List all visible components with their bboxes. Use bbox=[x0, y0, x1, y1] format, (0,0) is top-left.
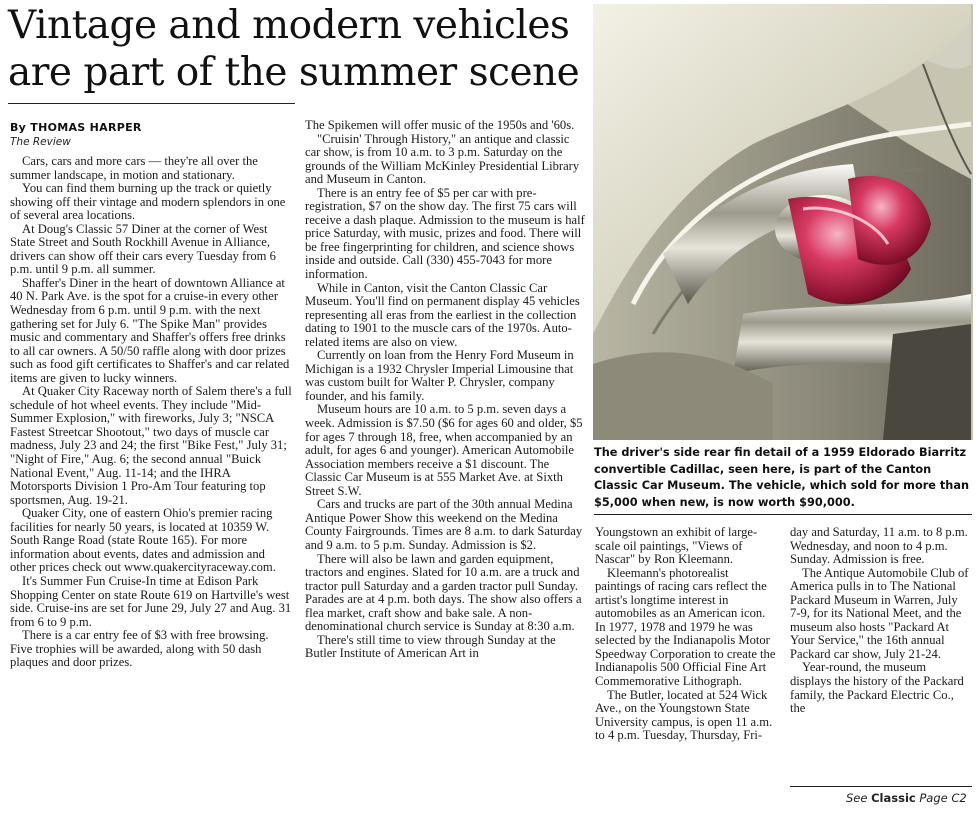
paragraph: Year-round, the museum displays the history of the Packard family, the Packard Electric Co., the bbox=[790, 660, 964, 716]
article-column-2 bbox=[305, 119, 585, 815]
byline-author: By THOMAS HARPER bbox=[10, 121, 142, 134]
paragraph: Currently on loan from the Henry Ford Museum in Michigan is a 1932 Chrysler Imperial Limousine that was custom built for Walter P. Chrysler, company founder, and his family. bbox=[305, 348, 574, 403]
paragraph: day and Saturday, 11 a.m. to 8 p.m. Wednesday, and noon to 4 p.m. Sunday. Admission is free. bbox=[790, 526, 968, 567]
paragraph: You can find them burning up the track or quietly showing off their vintage and modern splendors in one of several area locations. bbox=[10, 181, 286, 223]
cadillac-tail-fin-photo bbox=[593, 4, 973, 440]
continuation-jump bbox=[846, 791, 967, 805]
paragraph: There is a car entry fee of $3 with free browsing. Five trophies will be awarded, along with 50 dash plaques and door prizes. bbox=[10, 628, 269, 670]
paragraph: The Butler, located at 524 Wick Ave., on the Youngstown State University campus, is open 11 a.m. to 4 p.m. Tuesday, Thursday, Fri- bbox=[595, 687, 773, 743]
jump-section: Classic bbox=[871, 791, 916, 805]
paragraph: Cars, cars and more cars — they're all over the summer landscape, in motion and stationary. bbox=[10, 155, 258, 182]
paragraph: At Quaker City Raceway north of Salem there's a full schedule of hot wheel events. They include "Mid-Summer Explosion," with fireworks, July 3; "NSCA Fastest Streetcar Shootout," two days of muscle car madness, July 23 and 24; the first "Bike Fest," July 31; "Night of Fire," Aug. 6; the second annual "Buick National Event," Aug. 11-14; and the IHRA Motorsports Division 1 Pro-Am Tour featuring top sportsmen, Aug. 19-21. bbox=[10, 384, 292, 507]
byline-rule bbox=[8, 103, 295, 104]
photo-caption: The driver's side rear fin detail of a 1959 Eldorado Biarritz convertible Cadillac, seen here, is part of the Canton Classic Car Museum. The vehicle, which sold for more than $5,000 when new, is now worth $90,000. bbox=[594, 446, 969, 509]
headline-line-1: Vintage and modern vehicles bbox=[8, 3, 570, 48]
jump-see: See bbox=[846, 791, 868, 805]
article-column-1 bbox=[10, 155, 293, 815]
paragraph: Kleemann's photorealist paintings of racing cars reflect the artist's longtime interest in automobiles as an American icon. In 1977, 1978 and 1979 he was selected by the Indianapolis Motor Speedway Corporation to create the Indianapolis 500 Official Fine Art Commemorative Lithograph. bbox=[595, 565, 776, 689]
paragraph: It's Summer Fun Cruise-In time at Edison Park Shopping Center on state Route 619 on Hartville's west side. Cruise-ins are set for June 29, July 27 and Aug. 31 from 6 to 9 p.m. bbox=[10, 573, 292, 629]
article-column-3 bbox=[595, 526, 777, 815]
paragraph: "Cruisin' Through History," an antique and classic car show, is from 10 a.m. to 3 p.m. Saturday on the grounds of the William McKinley Presidential Library and Museum in Canton. bbox=[305, 131, 580, 187]
paragraph: There's still time to view through Sunday at the Butler Institute of American Art in bbox=[305, 632, 556, 661]
byline-organization: The Review bbox=[10, 136, 71, 148]
paragraph: Cars and trucks are part of the 30th annual Medina Antique Power Show this weekend on the Medina County Fairgrounds. Times are 8 a.m. to dark Saturday and 9 a.m. to 5 p.m. Sunday. Admission is $2. bbox=[305, 497, 583, 552]
paragraph: The Spikemen will offer music of the 1950s and '60s. bbox=[305, 119, 575, 132]
paragraph: The Antique Automobile Club of America pulls in to The National Packard Museum in Warren, July 7-9, for its National Meet, and the museum also hosts "Packard At Your Service," the 16th annual Packard car show, July 21-24. bbox=[790, 565, 969, 661]
jump-page: Page C2 bbox=[919, 791, 967, 805]
paragraph: While in Canton, visit the Canton Classic Car Museum. You'll find on permanent display 45 vehicles representing all eras from the earliest in the collection dating to 1901 to the muscle cars of the 1970s. Auto-related items are also on view. bbox=[305, 280, 580, 349]
article-column-4 bbox=[790, 526, 970, 788]
paragraph: Quaker City, one of eastern Ohio's premier racing facilities for nearly 50 years, is located at 10359 W. South Range Road (state Route 165). For more information about events, dates and admission and other prices check out www.quakercityraceway.com. bbox=[10, 506, 276, 575]
paragraph: There is an entry fee of $5 per car with pre-registration, $7 on the show day. The first 75 cars will receive a dash plaque. Admission to the museum is half price Saturday, with music, prizes and food. There will be free fingerprinting for children, and science shows inside and outside. Call (330) 455-7043 for more information. bbox=[305, 185, 585, 282]
paragraph: There will also be lawn and garden equipment, tractors and engines. Slated for 10 a.m. are a truck and tractor pull Saturday and a garden tractor pull Sunday. Parades are at 4 p.m. both days. The show also offers a flea market, craft show and bake sale. A non-denominational church service is Sunday at 8:30 a.m. bbox=[305, 551, 582, 634]
caption-rule bbox=[594, 514, 972, 515]
jump-rule bbox=[790, 786, 972, 787]
headline bbox=[8, 2, 588, 96]
headline-line-2: are part of the summer scene bbox=[8, 50, 580, 95]
paragraph: At Doug's Classic 57 Diner at the corner of West State Street and South Rockhill Avenue in Alliance, drivers can show off their cars every Tuesday from 6 p.m. until 9 p.m. all summer. bbox=[10, 221, 276, 277]
paragraph: Shaffer's Diner in the heart of downtown Alliance at 40 N. Park Ave. is the spot for a cruise-in every other Wednesday from 6 p.m. until 9 p.m. with the next gathering set for July 6. "The Spike Man" provides music and commentary and Shaffer's offers free drinks to all car owners. A 50/50 raffle along with door prizes such as food gift certificates to Shaffer's and car related items are given to lucky winners. bbox=[10, 275, 290, 385]
paragraph: Youngstown an exhibit of large-scale oil paintings, "Views of Nascar" by Ron Kleemann. bbox=[595, 526, 758, 567]
paragraph: Museum hours are 10 a.m. to 5 p.m. seven days a week. Admission is $7.50 ($6 for ages 60 and older, $5 for ages 7 through 18, free, when accompanied by an adult, for ages 6 and younger). American Automobile Association members receive a $1 discount. The Classic Car Museum is at 555 Market Ave. at Sixth Street S.W. bbox=[305, 402, 583, 498]
